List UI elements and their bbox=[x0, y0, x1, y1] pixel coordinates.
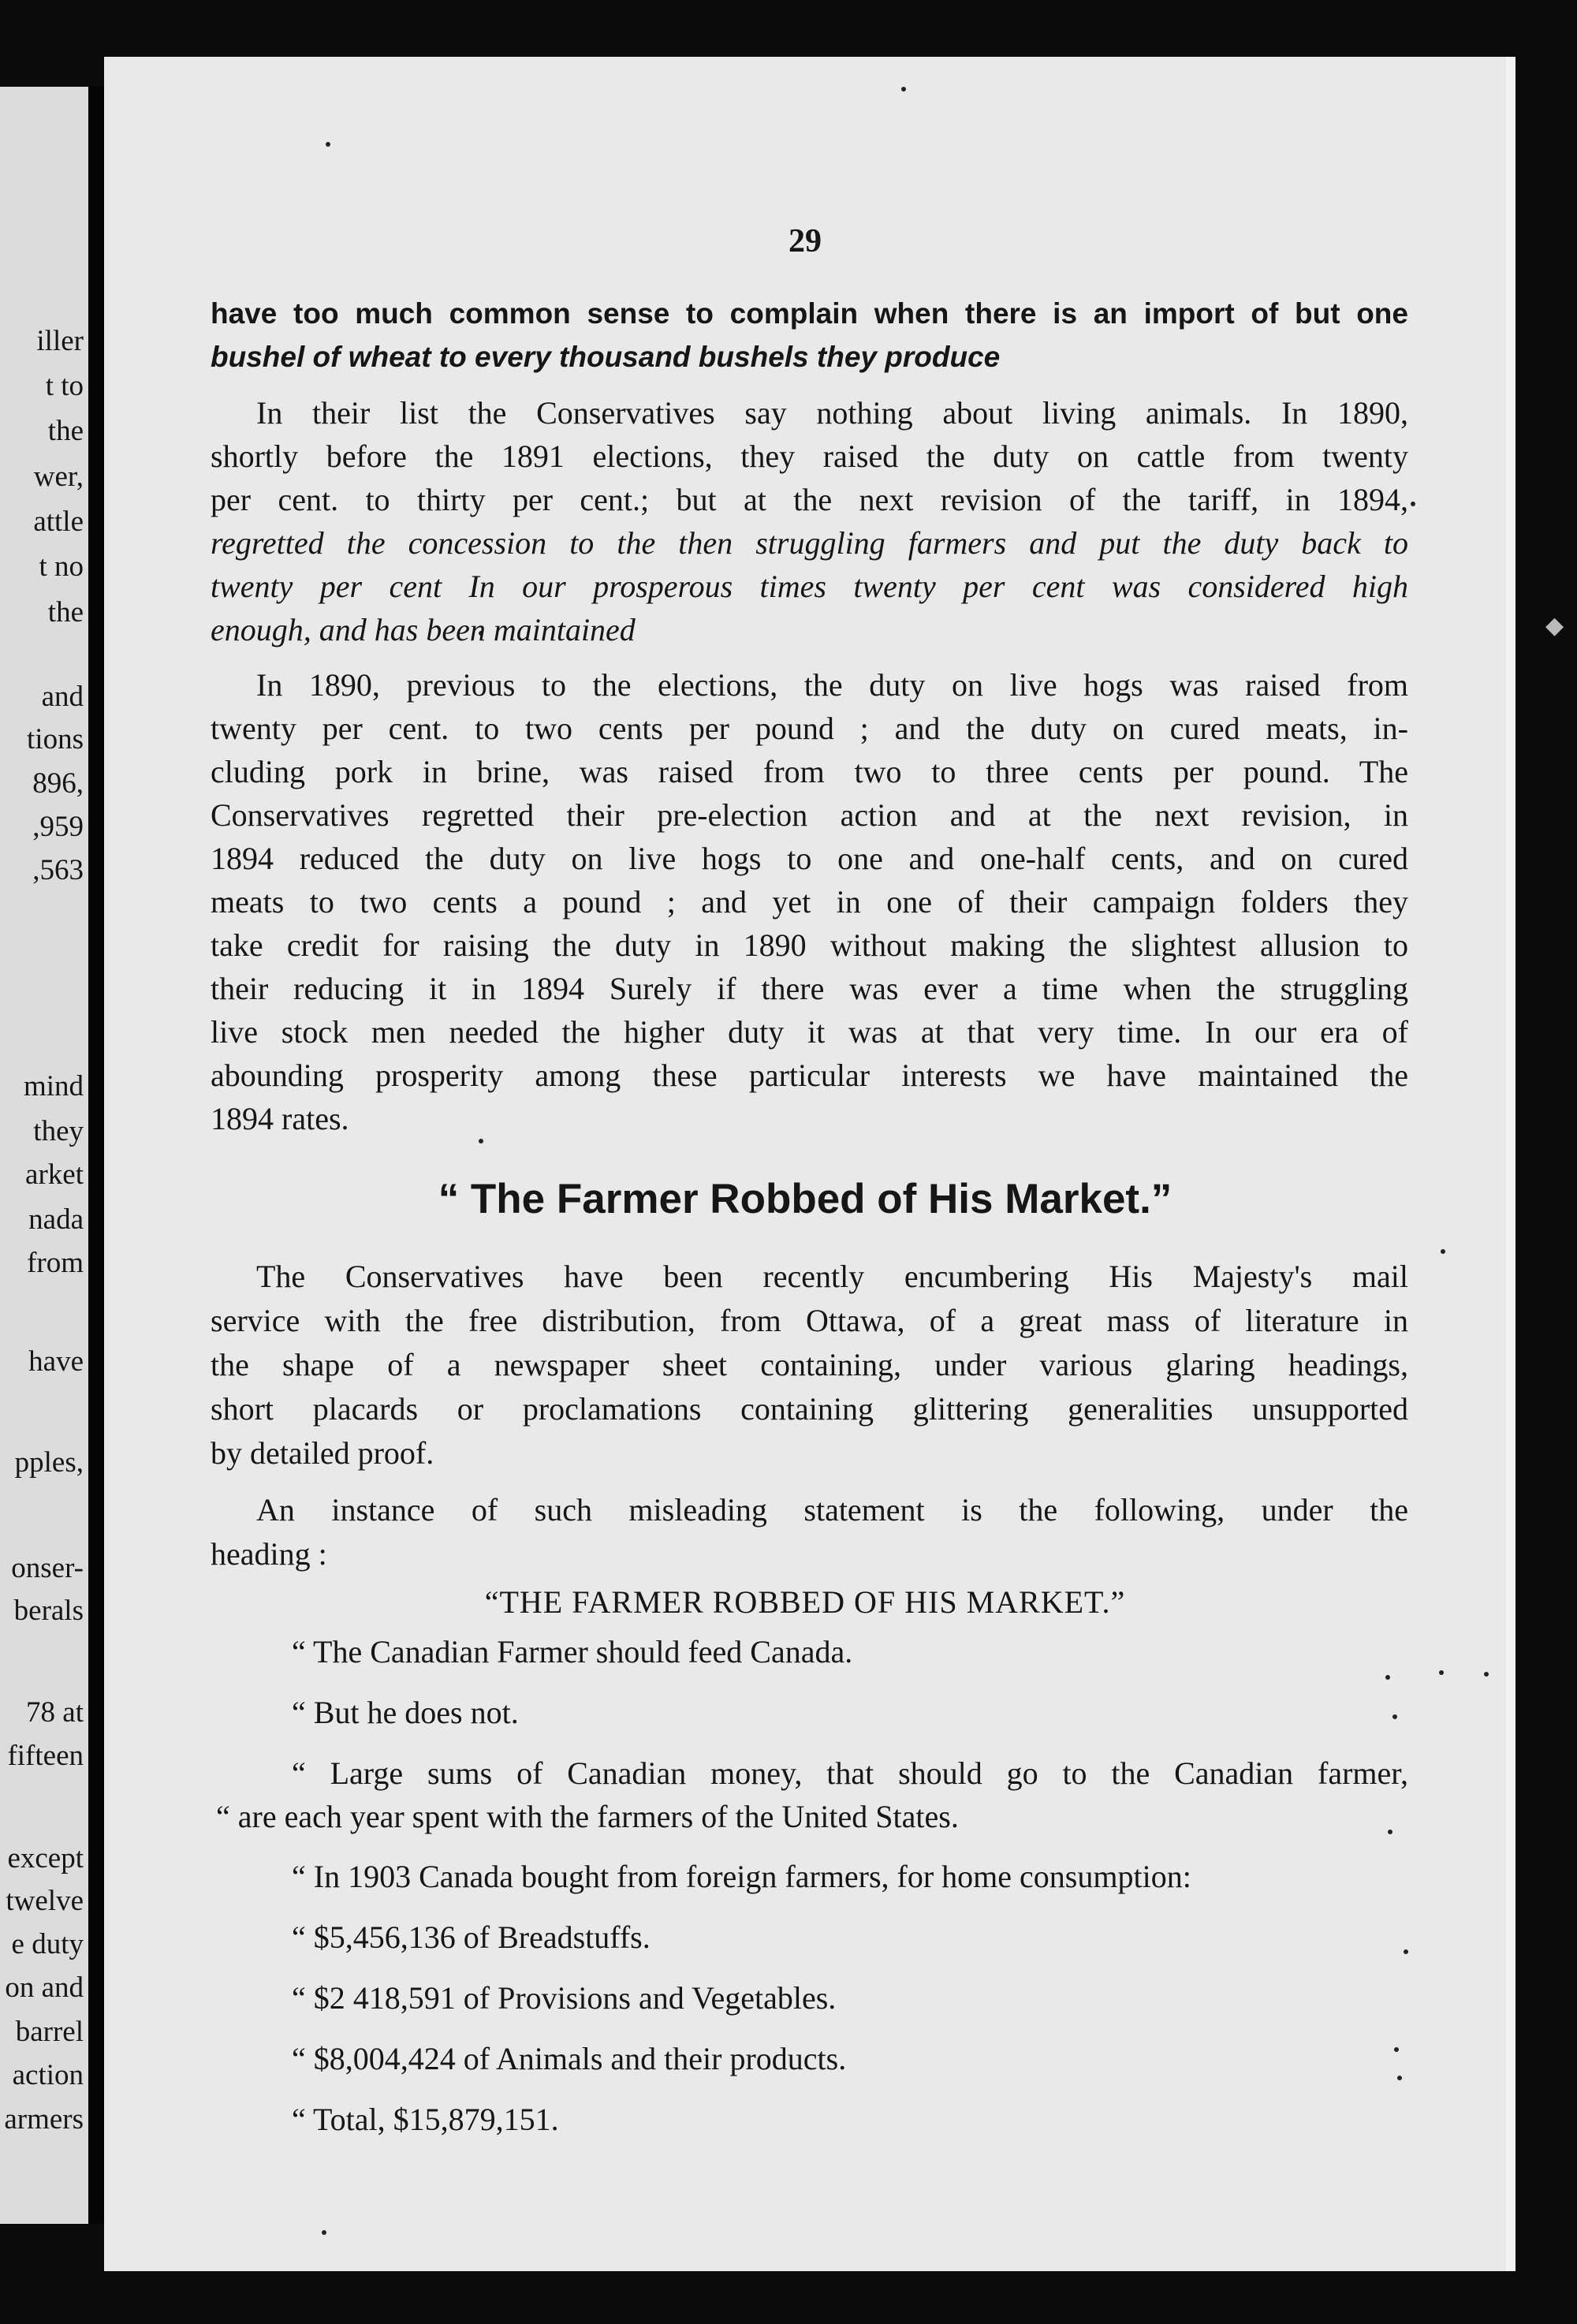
text-line: 1894 rates. bbox=[211, 1101, 349, 1136]
facing-page-text: ,959 bbox=[32, 811, 84, 843]
facing-page-text: have bbox=[28, 1345, 84, 1378]
quote-line: “ But he does not. bbox=[292, 1695, 519, 1730]
text-line: service with the free distribution, from Ottawa, of a great mass of literature in bbox=[211, 1303, 1408, 1338]
paper-speck bbox=[479, 1139, 483, 1143]
scan-artifact-icon: ◆ bbox=[1545, 612, 1564, 640]
facing-page-text: tions bbox=[27, 723, 84, 755]
facing-page-text: and bbox=[41, 681, 84, 713]
text-line: The Conservatives have been recently encumbering His Majesty's mail bbox=[256, 1259, 1408, 1294]
paper-speck bbox=[1404, 1949, 1408, 1954]
paper-speck bbox=[1388, 1830, 1392, 1834]
facing-page-text: the bbox=[47, 415, 84, 447]
facing-page-text: attle bbox=[33, 505, 84, 538]
facing-page-text: 896, bbox=[32, 767, 84, 800]
facing-page-text: from bbox=[27, 1247, 84, 1279]
text-line: take credit for raising the duty in 1890 without making the slightest allusion to bbox=[211, 927, 1408, 963]
quote-line: “ The Canadian Farmer should feed Canada. bbox=[292, 1634, 853, 1669]
text-line: their reducing it in 1894 Surely if there was ever a time when the struggling bbox=[211, 971, 1408, 1006]
text-line: short placards or proclamations containing glittering generalities unsupported bbox=[211, 1391, 1408, 1427]
paper-speck bbox=[326, 142, 330, 147]
text-line: bushel of wheat to every thousand bushels they produce bbox=[211, 341, 1001, 373]
facing-page-text: nada bbox=[28, 1203, 84, 1236]
book-gutter bbox=[88, 87, 104, 2224]
quote-line: “ Large sums of Canadian money, that should go to the Canadian farmer, bbox=[292, 1755, 1408, 1791]
section-heading: “ The Farmer Robbed of His Market.” bbox=[438, 1176, 1172, 1222]
quote-line: “ Total, $15,879,151. bbox=[292, 2102, 559, 2137]
facing-page-text: barrel bbox=[15, 2016, 84, 2048]
text-line: An instance of such misleading statement is the following, under the bbox=[256, 1492, 1408, 1528]
facing-page-text: wer, bbox=[33, 461, 84, 493]
facing-page-text: mind bbox=[23, 1070, 84, 1102]
facing-page-text: berals bbox=[13, 1595, 84, 1627]
quote-line: “ $5,456,136 of Breadstuffs. bbox=[292, 1919, 651, 1955]
text-line: shortly before the 1891 elections, they raised the duty on cattle from twenty bbox=[211, 438, 1408, 474]
facing-page-text: they bbox=[33, 1115, 84, 1147]
text-line: twenty per cent In our prosperous times twenty per cent was considered high bbox=[211, 569, 1408, 604]
book-page bbox=[104, 57, 1506, 2271]
facing-page-text: arket bbox=[25, 1158, 84, 1191]
page-edge bbox=[1506, 57, 1515, 2271]
paper-speck bbox=[901, 87, 906, 91]
text-line: per cent. to thirty per cent.; but at the next revision of the tariff, in 1894, bbox=[211, 482, 1408, 517]
text-line: abounding prosperity among these particular interests we have maintained the bbox=[211, 1058, 1408, 1093]
facing-page-text: the bbox=[47, 596, 84, 629]
text-line: regretted the concession to the then struggling farmers and put the duty back to bbox=[211, 525, 1408, 561]
text-line: twenty per cent. to two cents per pound ; and the duty on cured meats, in- bbox=[211, 711, 1408, 746]
quoted-heading: “THE FARMER ROBBED OF HIS MARKET.” bbox=[484, 1584, 1126, 1620]
text-line: heading : bbox=[211, 1536, 327, 1572]
facing-page-text: e duty bbox=[11, 1928, 84, 1960]
paper-speck bbox=[1411, 502, 1415, 506]
paper-speck bbox=[1394, 2047, 1399, 2052]
facing-page-text: except bbox=[7, 1842, 84, 1874]
paper-speck bbox=[1484, 1672, 1489, 1677]
text-line: 1894 reduced the duty on live hogs to one and one-half cents, and on cured bbox=[211, 841, 1408, 876]
text-line: In their list the Conservatives say nothing about living animals. In 1890, bbox=[256, 395, 1408, 431]
text-line: by detailed proof. bbox=[211, 1435, 434, 1471]
page-number: 29 bbox=[788, 223, 822, 259]
facing-page-text: on and bbox=[5, 1971, 84, 2004]
quote-line: “ $2 418,591 of Provisions and Vegetables. bbox=[292, 1980, 837, 2016]
paper-speck bbox=[322, 2230, 326, 2235]
quote-line: “ are each year spent with the farmers of the United States. bbox=[216, 1799, 959, 1834]
facing-page-text: ,563 bbox=[32, 854, 84, 886]
text-line: have too much common sense to complain when there is an import of but one bbox=[211, 297, 1408, 330]
facing-page-text: onser- bbox=[11, 1552, 84, 1584]
facing-page-text: fifteen bbox=[7, 1740, 84, 1772]
facing-page-text: twelve bbox=[6, 1885, 84, 1917]
facing-page-text: t no bbox=[39, 550, 84, 583]
paper-speck bbox=[1392, 1714, 1397, 1719]
facing-page-text: iller bbox=[36, 325, 84, 357]
text-line: enough, and has been maintained bbox=[211, 612, 636, 647]
text-line: In 1890, previous to the elections, the duty on live hogs was raised from bbox=[256, 667, 1408, 703]
paper-speck bbox=[1441, 1249, 1445, 1254]
paper-speck bbox=[1397, 2076, 1402, 2080]
paper-speck bbox=[1439, 1670, 1444, 1675]
text-line: the shape of a newspaper sheet containing, under various glaring headings, bbox=[211, 1347, 1408, 1382]
quote-line: “ In 1903 Canada bought from foreign farmers, for home consumption: bbox=[292, 1859, 1191, 1894]
facing-page-fragment bbox=[0, 87, 88, 2224]
text-line: meats to two cents a pound ; and yet in one of their campaign folders they bbox=[211, 884, 1408, 920]
facing-page-text: t to bbox=[45, 370, 84, 402]
text-line: Conservatives regretted their pre-election action and at the next revision, in bbox=[211, 797, 1408, 833]
quote-line: “ $8,004,424 of Animals and their products. bbox=[292, 2041, 847, 2076]
facing-page-text: armers bbox=[4, 2103, 84, 2136]
facing-page-text: action bbox=[12, 2059, 84, 2091]
text-line: cluding pork in brine, was raised from two to three cents per pound. The bbox=[211, 754, 1408, 789]
paper-speck bbox=[1385, 1675, 1390, 1680]
text-line: live stock men needed the higher duty it was at that very time. In our era of bbox=[211, 1014, 1408, 1050]
facing-page-text: 78 at bbox=[26, 1696, 84, 1729]
facing-page-text: pples, bbox=[14, 1446, 84, 1479]
